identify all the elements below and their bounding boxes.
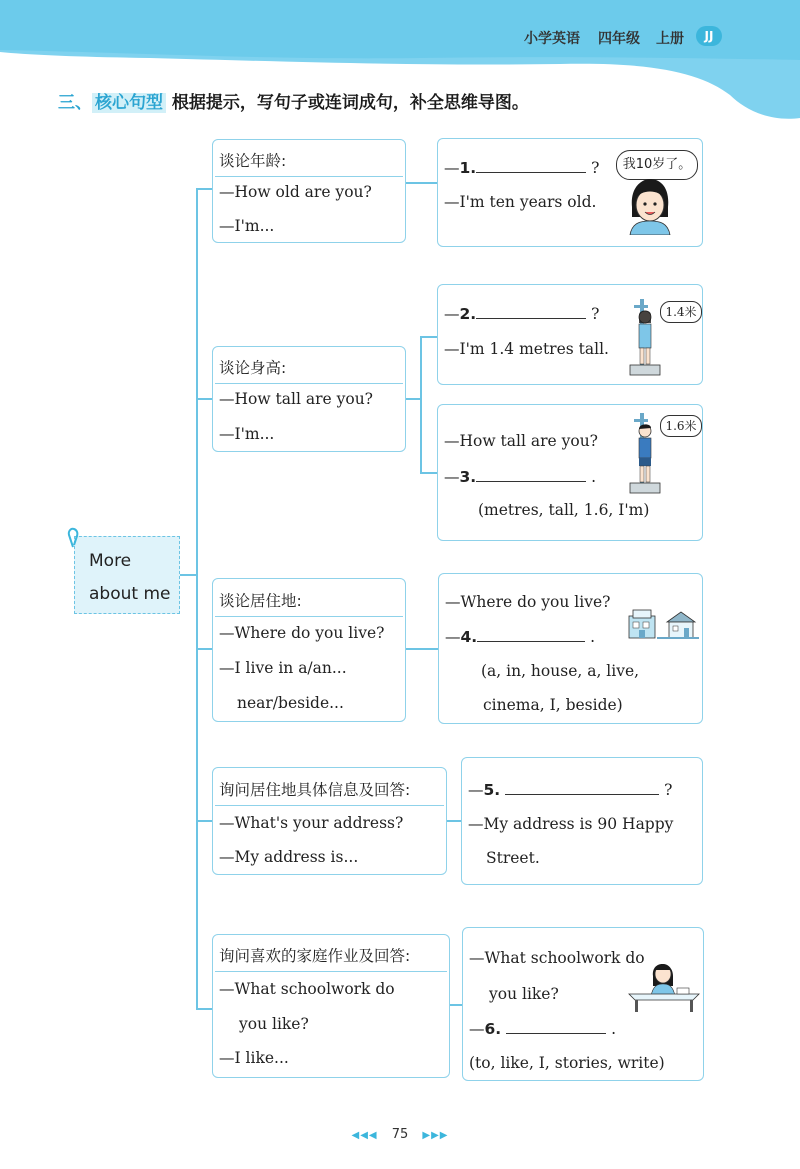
exercise-box-4 [438,573,703,724]
topic-line: —What's your address? [219,814,404,832]
answer-blank-2[interactable] [476,304,586,319]
topic-line: —Where do you live? [219,624,385,642]
link-height-bottom [420,472,438,474]
exercise-question: you like? [489,985,559,1003]
trunk-line [196,188,198,1010]
exercise-question-line: —3. . [444,468,597,486]
link-height-top [420,336,438,338]
link-address [446,820,462,822]
exercise-box-6 [462,927,704,1081]
answer-blank-6[interactable] [506,1019,606,1034]
center-node-line2: about me [89,584,171,604]
link-height-vert [420,336,422,474]
answer-blank-1[interactable] [476,158,586,173]
topic-line: —I like... [219,1049,289,1067]
topic-box-height [212,346,406,452]
paperclip-icon [65,525,87,549]
exercise-box-5 [461,757,703,885]
exercise-question-line: —2. ? [444,305,600,323]
exercise-question-line: —1. ? [444,159,600,177]
boy-on-height-scale-icon [628,413,662,497]
link-live [405,648,439,650]
speech-bubble-text: 我10岁了。 [622,157,692,172]
link-homework [449,1004,463,1006]
section-number: 三、 [58,93,92,113]
exercise-question-line: —6. . [469,1020,616,1038]
exercise-number: 6. [484,1020,502,1038]
topic-title: 谈论居住地: [219,592,302,610]
exercise-number: 3. [459,468,477,486]
exercise-number: 2. [459,305,477,323]
girl-studying-at-desk-icon [627,956,701,1012]
topic-box-homework [212,934,450,1078]
center-node-line1: More [89,551,132,571]
topic-box-live [212,578,406,722]
exercise-question-line: —4. . [445,628,596,646]
answer-blank-5[interactable] [505,780,659,795]
link-height-main [405,398,421,400]
exercise-number: 4. [460,628,478,646]
exercise-box-1 [437,138,703,247]
speech-bubble [616,150,698,180]
exercise-line: —My address is 90 Happy [468,815,674,833]
exercise-line: —I'm 1.4 metres tall. [444,340,609,358]
topic-line: you like? [239,1015,309,1033]
center-to-trunk-line [180,574,198,576]
topic-line: —I live in a/an... [219,659,347,677]
topic-line: —What schoolwork do [219,980,395,998]
exercise-question: —What schoolwork do [469,949,645,967]
topic-title: 谈论年龄: [219,152,287,170]
topic-line: —My address is... [219,848,359,866]
answer-blank-3[interactable] [476,467,586,482]
exercise-hint: (to, like, I, stories, write) [469,1054,665,1072]
topic-box-address [212,767,447,875]
answer-blank-4[interactable] [477,627,585,642]
exercise-number: 5. [483,781,501,799]
exercise-question: —How tall are you? [444,432,598,450]
header-grade: 四年级 [598,31,640,47]
exercise-number: 1. [459,159,477,177]
exercise-line: Street. [486,849,540,867]
exercise-hint: (a, in, house, a, live, [481,662,640,680]
topic-line: —How tall are you? [219,390,373,408]
section-title [58,88,529,113]
topic-title: 谈论身高: [219,359,287,377]
link-age [405,182,438,184]
page-number: 75 [391,1127,409,1142]
topic-line: —How old are you? [219,183,372,201]
girl-portrait-icon [626,177,674,235]
topic-title: 询问居住地具体信息及回答: [219,781,411,799]
topic-line: —I'm... [219,217,275,235]
girl-on-height-scale-icon [628,299,662,379]
exercise-line: —I'm ten years old. [444,193,597,211]
header-subject: 小学英语 [524,31,580,47]
exercise-box-3 [437,404,703,541]
topic-line: —I'm... [219,425,275,443]
next-arrows-icon: ▶▶▶ [422,1130,449,1141]
topic-line: near/beside... [237,694,344,712]
topic-box-age [212,139,406,243]
topic-title: 询问喜欢的家庭作业及回答: [219,947,411,965]
prev-arrows-icon: ◀◀◀ [351,1130,378,1141]
section-tag: 核心句型 [92,93,166,113]
exercise-box-2 [437,284,703,385]
section-instruction: 根据提示，写句子或连词成句，补全思维导图。 [171,93,529,113]
cinema-and-house-icon [627,608,699,640]
exercise-hint: cinema, I, beside) [483,696,623,714]
page-footer [0,1127,800,1142]
exercise-question-line: —5. ? [468,781,673,799]
height-tag: 1.4米 [660,301,702,323]
height-tag: 1.6米 [660,415,702,437]
center-node [74,536,180,614]
edition-badge: JJ [696,26,722,46]
exercise-question: —Where do you live? [445,593,611,611]
header-volume: 上册 [656,31,684,47]
exercise-hint: (metres, tall, 1.6, I'm) [478,501,650,519]
